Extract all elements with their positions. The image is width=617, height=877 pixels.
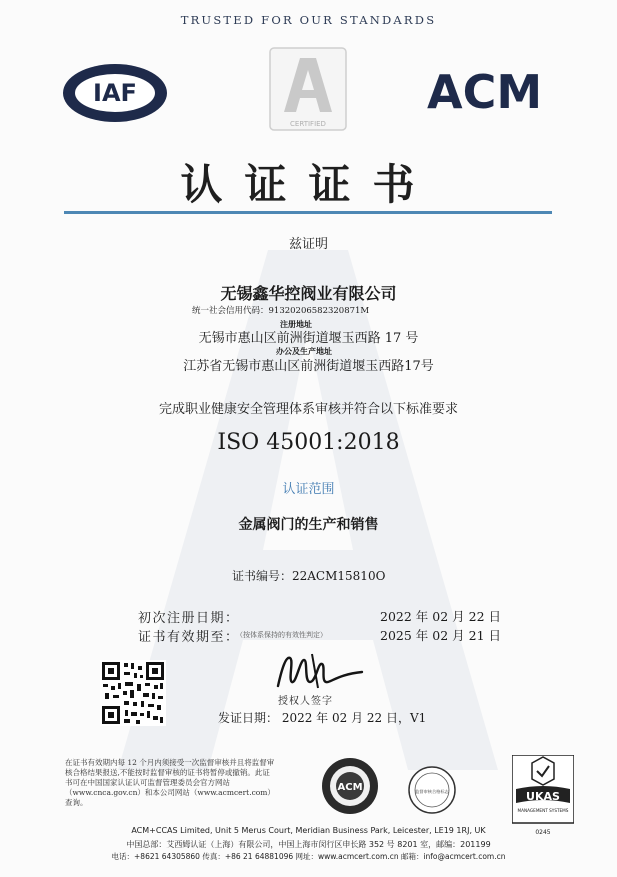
ukas-sub-text: MANAGEMENT SYSTEMS — [517, 808, 569, 813]
footer-contact: 电话：+8621 64305860 传真：+86 21 64881096 网址：www.acmcert.com.cn 邮箱：info@acmcert.com.cn — [111, 852, 506, 861]
ukas-logo — [512, 755, 574, 837]
certification-scope: 金属阀门的生产和销售 — [238, 517, 379, 533]
surveillance-seal-text: 监督审核合格标志 — [415, 789, 449, 794]
registered-address: 无锡市惠山区前洲街道堰玉西路 17 号 — [198, 331, 419, 346]
credit-code: 统一社会信用代码：91320206582320871M — [192, 306, 370, 316]
initial-registration-date: 2022 年 02 月 22 日 — [380, 609, 501, 624]
tagline: TRUSTED FOR OUR STANDARDS — [180, 13, 437, 27]
registered-address-label: 注册地址 — [280, 320, 312, 329]
standard-name: ISO 45001:2018 — [217, 430, 400, 455]
scope-label: 认证范围 — [282, 482, 335, 497]
valid-until-label: 证书有效期至： — [138, 630, 240, 645]
authorized-signature-label: 授权人签字 — [278, 696, 333, 707]
footer-address-cn: 中国总部：艾西姆认证（上海）有限公司，中国上海市闵行区申长路 352 号 8201 室，邮编：201199 — [126, 840, 491, 849]
office-address: 江苏省无锡市惠山区前洲街道堰玉西路17号 — [183, 359, 434, 374]
office-address-label: 办公及生产地址 — [276, 347, 332, 356]
issue-date: 发证日期： 2022 年 02 月 22 日，V1 — [218, 711, 427, 725]
initial-registration-label: 初次注册日期： — [138, 611, 240, 626]
acm-logo — [425, 60, 550, 120]
valid-until-note: （按体系保持的有效性判定） — [236, 631, 327, 639]
certificate-title: 认证证书 — [180, 160, 437, 209]
surveillance-footnote: 在证书有效期内每 12 个月内须接受一次监督审核并且将监督审核合格结果报送,不能按时监督审核的证书将暂停或撤销。此证书可在中国国家认证认可监督管理委员会官方网站（www.cnca.gov.cn）和本公司网站（www.acmcert.com）查询。 — [65, 758, 275, 807]
compliance-statement: 完成职业健康安全管理体系审核并符合以下标准要求 — [158, 402, 458, 417]
a-certified-logo — [268, 46, 348, 132]
ukas-logo-text: UKAS — [526, 790, 560, 803]
acm-logo-text: ACM — [427, 65, 543, 119]
qr-code[interactable] — [100, 660, 166, 726]
certificate-number: 证书编号：22ACM15810O — [232, 569, 386, 583]
iaf-logo-text: IAF — [93, 79, 137, 107]
acm-seal — [320, 756, 380, 816]
surveillance-seal — [407, 765, 457, 815]
a-certified-text: CERTIFIED — [290, 120, 326, 128]
title-divider — [64, 211, 552, 214]
footer-address-uk: ACM+CCAS Limited, Unit 5 Merus Court, Meridian Business Park, Leicester, LE19 1RJ, UK — [131, 826, 486, 835]
ukas-number: 0245 — [535, 829, 551, 836]
signature — [272, 648, 367, 694]
acm-seal-text: ACM — [337, 782, 363, 793]
valid-until-date: 2025 年 02 月 21 日 — [380, 628, 501, 643]
company-name: 无锡鑫华控阀业有限公司 — [220, 284, 397, 303]
hereby-certify: 兹证明 — [288, 237, 328, 252]
iaf-logo — [60, 62, 170, 124]
